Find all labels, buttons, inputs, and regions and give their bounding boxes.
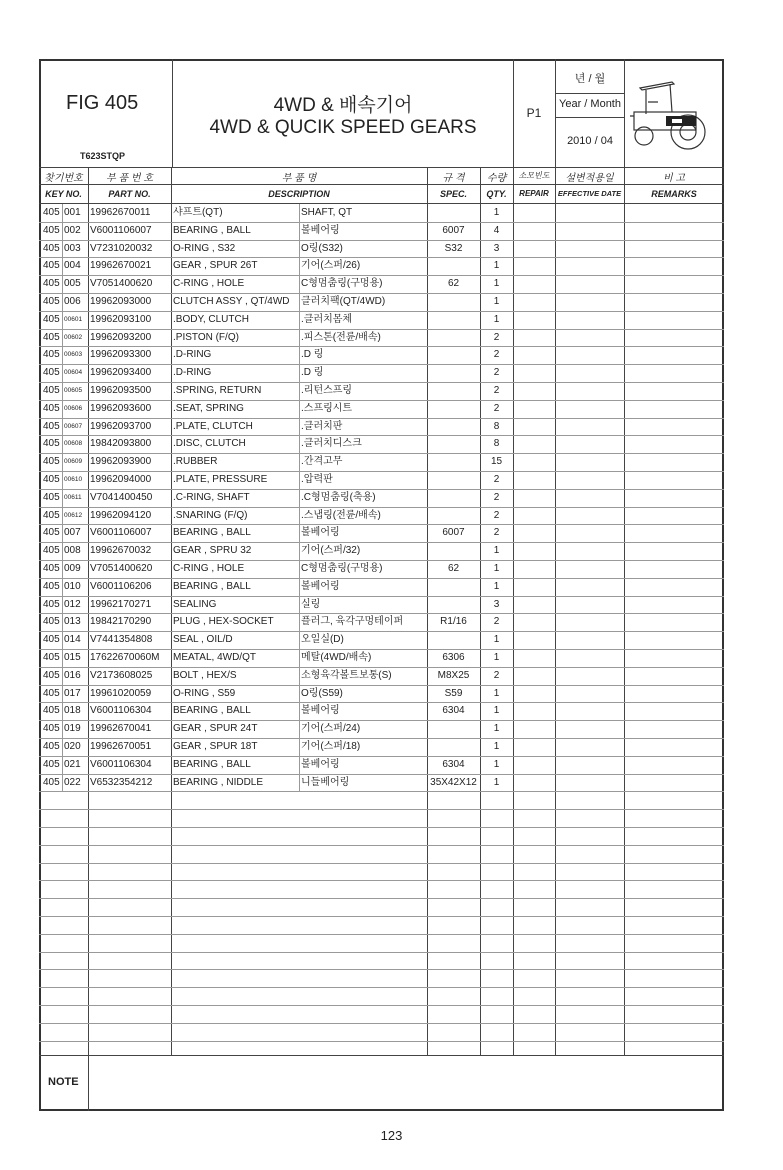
col-spec-kr: 규 격	[442, 173, 465, 184]
row-part-no: V7041400450	[90, 491, 153, 503]
row-key: 00608	[64, 440, 83, 448]
column-head-divider	[39, 184, 724, 185]
row-key: 003	[64, 242, 81, 254]
row-desc-kr: .C형멈춤링(축용)	[301, 491, 376, 503]
row-key: 006	[64, 296, 81, 307]
row-desc-kr: 니들베어링	[301, 776, 350, 788]
row-spec: S59	[444, 687, 463, 699]
row-spec: M8X25	[437, 669, 470, 681]
row-key: 00604	[64, 369, 83, 377]
row-part-no: 19962093900	[90, 456, 152, 468]
col-line-key	[88, 167, 89, 1055]
row-spec: 6007	[442, 224, 465, 236]
row-desc-kr: 오일실(D)	[301, 634, 344, 646]
col-repair-en: REPAIR	[519, 189, 549, 198]
row-key: 00605	[64, 387, 83, 394]
row-key: 008	[64, 545, 81, 557]
row-desc-en: .BODY, CLUTCH	[173, 313, 249, 325]
row-qty: 2	[493, 509, 500, 521]
row-desc-kr: 실링	[301, 598, 321, 610]
row-qty: 1	[493, 776, 500, 788]
row-qty: 1	[493, 705, 500, 717]
row-part-no: 19962670041	[90, 723, 152, 735]
row-key: 009	[64, 563, 81, 574]
fig-number: FIG 405	[66, 92, 139, 114]
row-desc-en: CLUTCH ASSY , QT/4WD	[173, 296, 290, 307]
year-month-divider-1	[555, 93, 624, 94]
col-rem-kr: 비 고	[662, 173, 686, 184]
row-desc-kr: .피스톤(전륜/배속)	[301, 331, 381, 343]
row-key: 00601	[64, 315, 83, 323]
row-part-no: 19962170271	[90, 598, 152, 610]
row-desc-en: BEARING , NIDDLE	[173, 776, 264, 788]
row-fig: 405	[43, 278, 60, 290]
col-key-kr: 찾기번호	[44, 173, 83, 184]
row-fig: 405	[43, 420, 60, 432]
col-line-part	[171, 167, 172, 1055]
row-fig: 405	[43, 598, 60, 610]
col-key-en: KEY NO.	[45, 189, 82, 199]
revision-date: 2010 / 04	[567, 135, 613, 147]
row-desc-en: BEARING , BALL	[173, 224, 251, 236]
row-desc-kr: 볼베어링	[301, 224, 340, 236]
row-qty: 2	[493, 616, 500, 628]
row-desc-kr: 소형육각볼트보통(S)	[301, 669, 392, 681]
row-desc-en: BEARING , BALL	[173, 758, 251, 770]
row-part-no: V7051400620	[90, 278, 153, 290]
row-part-no: 19962670021	[90, 260, 152, 272]
row-part-no: V2173608025	[90, 669, 153, 681]
row-desc-en: BOLT , HEX/S	[173, 669, 237, 681]
row-desc-en: .PLATE, CLUTCH	[173, 420, 253, 432]
row-part-no: V6001106007	[90, 224, 152, 236]
row-fig: 405	[43, 367, 60, 379]
header-divider	[39, 167, 724, 168]
row-desc-kr: .리턴스프링	[301, 385, 353, 396]
row-fig: 405	[43, 758, 60, 770]
row-qty: 1	[493, 563, 500, 574]
row-desc-kr: 클러치팩(QT/4WD)	[301, 296, 386, 307]
row-spec: 35X42X12	[430, 776, 477, 788]
row-fig: 405	[43, 634, 60, 646]
row-spec: R1/16	[440, 616, 467, 628]
desc-inner-line	[299, 204, 300, 791]
row-desc-en: .D-RING	[173, 367, 212, 379]
row-fig: 405	[43, 242, 60, 254]
row-fig: 405	[43, 776, 60, 788]
row-key: 005	[64, 278, 81, 290]
row-part-no: V6532354212	[90, 776, 153, 788]
row-fig: 405	[43, 723, 60, 735]
row-spec: 62	[447, 278, 460, 290]
row-rule	[39, 827, 724, 828]
row-desc-en: .DISC, CLUTCH	[173, 438, 246, 450]
row-part-no: V7051400620	[90, 563, 153, 574]
row-desc-en: .SNARING (F/Q)	[173, 509, 248, 521]
row-qty: 1	[493, 741, 500, 752]
row-qty: 3	[493, 242, 500, 254]
row-desc-en: SEALING	[173, 598, 217, 610]
row-desc-en: .SEAT, SPRING	[173, 402, 244, 414]
row-desc-kr: 기어(스퍼/32)	[301, 545, 361, 557]
row-desc-kr: 플러그, 육각구멍테이퍼	[301, 616, 404, 628]
row-rule	[39, 1041, 724, 1042]
row-key: 00610	[64, 476, 83, 483]
row-qty: 1	[493, 687, 500, 699]
row-desc-kr: 기어(스퍼/24)	[301, 723, 361, 735]
row-desc-en: C-RING , HOLE	[173, 563, 245, 574]
row-part-no: 19962093400	[90, 367, 152, 379]
row-desc-en: PLUG , HEX-SOCKET	[173, 616, 274, 628]
row-qty: 1	[493, 652, 500, 663]
row-key: 001	[64, 207, 81, 218]
row-rule	[39, 863, 724, 864]
row-key: 020	[64, 741, 81, 752]
row-rule	[39, 969, 724, 970]
row-desc-kr: C형멈춤링(구멍용)	[301, 278, 383, 290]
row-rule	[39, 845, 724, 846]
row-fig: 405	[43, 616, 60, 628]
col-desc-en: DESCRIPTION	[268, 189, 330, 199]
row-qty: 2	[493, 474, 500, 485]
col-repair-kr: 소모빈도	[518, 171, 550, 180]
row-desc-en: .SPRING, RETURN	[173, 385, 262, 396]
row-rule	[39, 987, 724, 988]
row-spec: 62	[447, 563, 460, 574]
row-key: 018	[64, 705, 81, 717]
row-qty: 2	[493, 349, 500, 361]
row-part-no: 19962093700	[90, 420, 152, 432]
row-part-no: 19962093500	[90, 385, 152, 396]
row-part-no: 19962670011	[90, 207, 151, 218]
row-key: 016	[64, 669, 81, 681]
row-qty: 2	[493, 491, 500, 503]
row-rule	[39, 809, 724, 810]
row-desc-en: .D-RING	[173, 349, 212, 361]
row-desc-en: BEARING , BALL	[173, 705, 251, 717]
row-part-no: 19962093100	[90, 313, 152, 325]
note-vline	[88, 1055, 89, 1111]
tractor-icon	[628, 72, 716, 157]
row-qty: 1	[493, 634, 500, 646]
row-desc-en: .RUBBER	[173, 456, 218, 468]
row-fig: 405	[43, 580, 60, 592]
row-fig: 405	[43, 224, 60, 236]
row-qty: 1	[493, 723, 500, 735]
row-fig: 405	[43, 402, 60, 414]
row-part-no: 19962093000	[90, 296, 152, 307]
row-key: 00607	[64, 422, 83, 430]
row-rule	[39, 1023, 724, 1024]
row-qty: 3	[493, 598, 500, 610]
row-rule	[39, 934, 724, 935]
row-key: 013	[64, 616, 81, 628]
row-spec: 6304	[442, 758, 465, 770]
row-desc-kr: SHAFT, QT	[301, 207, 353, 218]
row-desc-en: .C-RING, SHAFT	[173, 491, 250, 503]
row-part-no: 17622670060M	[90, 652, 160, 663]
key-inner-line	[62, 204, 63, 791]
row-key: 010	[64, 580, 81, 592]
row-key: 014	[64, 634, 81, 646]
page-number: 123	[380, 1128, 403, 1143]
page-code: P1	[526, 106, 542, 120]
row-fig: 405	[43, 313, 60, 325]
col-line-repair	[555, 167, 556, 1055]
row-fig: 405	[43, 260, 60, 272]
row-qty: 15	[490, 456, 503, 468]
row-key: 00611	[64, 493, 82, 501]
row-key: 00606	[64, 404, 83, 412]
row-part-no: 19961020059	[90, 687, 152, 699]
row-qty: 2	[493, 367, 500, 379]
col-qty-kr: 수량	[486, 173, 507, 184]
row-fig: 405	[43, 491, 60, 503]
row-fig: 405	[43, 705, 60, 717]
row-qty: 2	[493, 385, 500, 396]
row-part-no: V6001106007	[90, 527, 152, 539]
row-desc-kr: 볼베어링	[301, 527, 340, 539]
row-rule	[39, 1005, 724, 1006]
row-spec: S32	[444, 242, 463, 254]
note-divider	[39, 1055, 724, 1056]
row-desc-en: .PLATE, PRESSURE	[173, 474, 268, 485]
row-desc-en: O-RING , S59	[173, 687, 236, 699]
row-desc-kr: O링(S32)	[301, 242, 343, 254]
row-desc-kr: C형멈춤링(구멍용)	[301, 563, 383, 574]
row-key: 019	[64, 723, 81, 735]
col-part-kr: 부 품 번 호	[106, 173, 153, 184]
row-part-no: 19962093600	[90, 402, 152, 414]
row-key: 015	[64, 652, 81, 663]
row-fig: 405	[43, 456, 60, 468]
row-desc-en: GEAR , SPRU 32	[173, 545, 252, 557]
note-label: NOTE	[48, 1076, 79, 1088]
col-part-en: PART NO.	[108, 189, 151, 199]
row-key: 00602	[64, 333, 83, 341]
col-rem-en: REMARKS	[651, 189, 697, 199]
row-desc-kr: .클러치몸체	[301, 313, 353, 325]
row-key: 012	[64, 598, 81, 610]
header-vline-4	[624, 59, 625, 167]
row-qty: 8	[493, 438, 500, 450]
row-desc-kr: .클러치판	[301, 420, 343, 432]
row-desc-kr: 볼베어링	[301, 705, 340, 717]
row-fig: 405	[43, 438, 60, 450]
col-eff-en: EFFECTIVE DATE	[557, 189, 622, 198]
row-fig: 405	[43, 296, 60, 307]
year-month-divider-2	[555, 117, 624, 118]
row-key: 002	[64, 224, 81, 236]
row-rule	[39, 898, 724, 899]
row-part-no: 19962094120	[90, 509, 152, 521]
col-line-eff	[624, 167, 625, 1055]
row-spec: 6007	[442, 527, 465, 539]
row-desc-kr: O링(S59)	[301, 687, 343, 699]
row-desc-en: BEARING , BALL	[173, 580, 251, 592]
row-desc-kr: 기어(스퍼/18)	[301, 741, 361, 752]
col-line-qty	[513, 167, 514, 1055]
row-key: 00609	[64, 458, 83, 466]
row-fig: 405	[43, 207, 60, 218]
row-key: 00603	[64, 351, 83, 359]
row-qty: 1	[493, 207, 500, 218]
row-desc-kr: .스냅링(전륜/배속)	[301, 509, 381, 521]
row-desc-en: 샤프트(QT)	[173, 207, 223, 218]
row-desc-kr: .압력판	[301, 474, 333, 485]
row-qty: 1	[493, 278, 500, 290]
row-fig: 405	[43, 563, 60, 574]
col-qty-en: QTY.	[486, 189, 507, 199]
row-fig: 405	[43, 509, 60, 521]
row-part-no: 19962093300	[90, 349, 152, 361]
row-fig: 405	[43, 741, 60, 752]
row-rule	[39, 791, 724, 792]
model-code: T623STQP	[80, 151, 126, 161]
row-desc-kr: 볼베어링	[301, 580, 340, 592]
row-spec: 6306	[442, 652, 465, 663]
row-desc-en: MEATAL, 4WD/QT	[173, 652, 256, 663]
row-qty: 1	[493, 758, 500, 770]
row-desc-en: GEAR , SPUR 18T	[173, 741, 258, 752]
row-key: 022	[64, 776, 81, 788]
row-desc-kr: .간격고무	[301, 456, 343, 468]
row-qty: 2	[493, 331, 500, 343]
row-desc-kr: 메탈(4WD/배속)	[301, 652, 372, 663]
title-korean: 4WD & 배속기어	[273, 95, 413, 116]
row-part-no: 19962670051	[90, 741, 152, 752]
row-desc-kr: .D 링	[301, 367, 324, 379]
row-spec: 6304	[442, 705, 465, 717]
row-fig: 405	[43, 349, 60, 361]
row-desc-en: GEAR , SPUR 24T	[173, 723, 258, 735]
col-eff-kr: 설변적용일	[565, 173, 614, 184]
row-key: 004	[64, 260, 81, 272]
row-qty: 2	[493, 669, 500, 681]
row-desc-en: BEARING , BALL	[173, 527, 251, 539]
row-desc-kr: 볼베어링	[301, 758, 340, 770]
row-rule	[39, 952, 724, 953]
row-qty: 1	[493, 296, 500, 307]
row-part-no: 19842170290	[90, 616, 152, 628]
row-fig: 405	[43, 669, 60, 681]
row-rule	[39, 880, 724, 881]
row-fig: 405	[43, 474, 60, 485]
title-english: 4WD & QUCIK SPEED GEARS	[209, 117, 477, 138]
row-qty: 1	[493, 580, 500, 592]
row-fig: 405	[43, 331, 60, 343]
row-qty: 8	[493, 420, 500, 432]
row-part-no: V6001106304	[90, 758, 152, 770]
row-desc-kr: .스프링시트	[301, 402, 353, 414]
row-part-no: V6001106206	[90, 580, 152, 592]
year-month-en: Year / Month	[559, 98, 621, 110]
row-fig: 405	[43, 385, 60, 396]
row-desc-kr: 기어(스퍼/26)	[301, 260, 361, 272]
row-fig: 405	[43, 527, 60, 539]
row-fig: 405	[43, 652, 60, 663]
col-desc-kr: 부 품 명	[281, 173, 317, 184]
year-month-kr: 년 / 월	[574, 73, 606, 85]
row-qty: 1	[493, 260, 500, 272]
row-part-no: V7231020032	[90, 242, 153, 254]
row-rule	[39, 916, 724, 917]
row-desc-en: .PISTON (F/Q)	[173, 331, 239, 343]
row-desc-en: O-RING , S32	[173, 242, 236, 254]
row-qty: 1	[493, 545, 500, 557]
row-qty: 2	[493, 402, 500, 414]
row-part-no: 19962670032	[90, 545, 152, 557]
row-fig: 405	[43, 545, 60, 557]
row-desc-en: GEAR , SPUR 26T	[173, 260, 258, 272]
row-part-no: V6001106304	[90, 705, 152, 717]
row-key: 00612	[64, 511, 83, 519]
row-part-no: 19962094000	[90, 474, 152, 485]
row-fig: 405	[43, 687, 60, 699]
row-part-no: 19962093200	[90, 331, 152, 343]
row-part-no: V7441354808	[90, 634, 153, 646]
row-qty: 4	[493, 224, 500, 236]
row-desc-en: SEAL , OIL/D	[173, 634, 233, 646]
row-key: 021	[64, 758, 81, 770]
row-desc-en: C-RING , HOLE	[173, 278, 245, 290]
row-qty: 2	[493, 527, 500, 539]
row-key: 007	[64, 527, 81, 539]
row-part-no: 19842093800	[90, 438, 152, 450]
row-qty: 1	[493, 313, 500, 325]
col-line-desc	[427, 167, 428, 1055]
row-key: 017	[64, 687, 81, 699]
row-desc-kr: .D 링	[301, 349, 324, 361]
col-spec-en: SPEC.	[439, 189, 467, 199]
row-desc-kr: .클러치디스크	[301, 438, 362, 450]
